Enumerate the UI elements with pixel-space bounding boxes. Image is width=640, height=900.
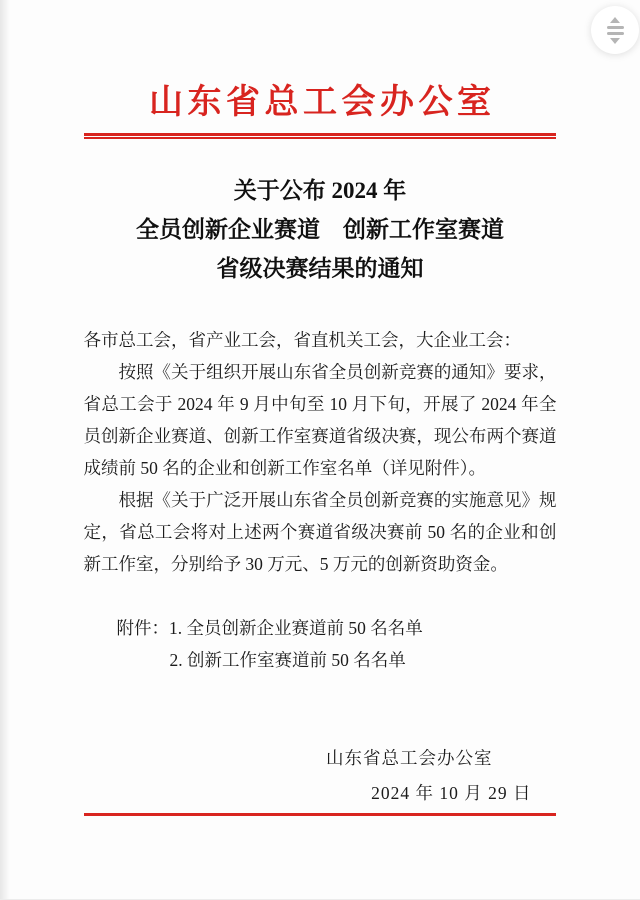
scroll-down-icon xyxy=(610,38,620,44)
attachment-item-2-text: 2. 创新工作室赛道前 50 名名单 xyxy=(169,650,406,670)
document-body xyxy=(84,324,557,809)
letterhead xyxy=(0,0,640,139)
signature-org: 山东省总工会办公室 xyxy=(326,748,493,768)
document-title-line3: 省级决赛结果的通知 xyxy=(216,256,424,281)
signature-date: 2024 年 10 月 29 日 xyxy=(371,783,532,803)
salutation: 各市总工会，省产业工会，省直机关工会，大企业工会： xyxy=(83,330,521,350)
document-title xyxy=(0,171,640,288)
letterhead-org-name: 山 东 省 总 工 会 办 公 室 xyxy=(149,84,491,121)
body-paragraph-1: 按照《关于组织开展山东省全员创新竞赛的通知》要求，省总工会于 2024 年 9 月中旬至 10 月下旬，开展了 2024 年全员创新企业赛道、创新工作室赛道省级决赛，现公布两个赛道成绩前 50 名的企业和创新工作室名单（详见附件）。 xyxy=(83,362,557,478)
signature-block xyxy=(84,742,557,809)
scroll-control-button[interactable] xyxy=(591,6,639,54)
body-paragraph-2: 根据《关于广泛开展山东省全员创新竞赛的实施意见》规定，省总工会将对上述两个赛道省级决赛前 50 名的企业和创新工作室，分别给予 30 万元、5 万元的创新资助资金。 xyxy=(83,490,557,574)
letterhead-divider xyxy=(84,133,556,139)
attachments-list xyxy=(84,612,557,676)
document-title-line2: 全员创新企业赛道 创新工作室赛道 xyxy=(136,217,504,242)
scroll-up-icon xyxy=(610,17,620,23)
attachments-label: 附件： xyxy=(116,618,169,638)
attachment-item-1 xyxy=(117,612,557,644)
attachment-item-1-text: 1. 全员创新企业赛道前 50 名名单 xyxy=(169,618,423,638)
scroll-bars-icon xyxy=(607,26,624,35)
attachment-item-2 xyxy=(117,644,557,676)
document-title-line1: 关于公布 2024 年 xyxy=(233,178,407,203)
footer-divider xyxy=(84,813,556,816)
